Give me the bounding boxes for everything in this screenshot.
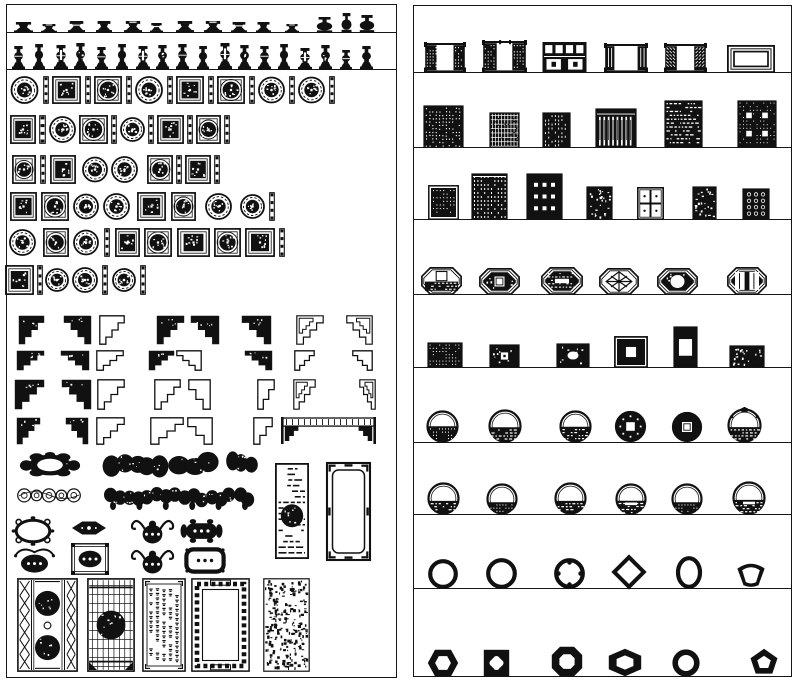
window-elevation-block: [727, 45, 775, 73]
geometric-window-block: [427, 649, 459, 677]
medallion-block: [73, 192, 99, 221]
medallion-block: [73, 228, 99, 257]
lattice-window-block: [664, 100, 703, 148]
cartouche-block: [130, 515, 175, 546]
medallion-block: [245, 228, 275, 257]
medallion-block: [94, 76, 122, 104]
medallion-block: [196, 115, 221, 144]
stone-plinth-block: [41, 24, 57, 33]
medallion-block: [157, 115, 184, 144]
medallion-block: [82, 155, 108, 184]
lattice-window-block: [586, 186, 613, 220]
corner-bracket-block: [156, 315, 185, 345]
medallion-block: [112, 265, 136, 295]
medallion-block: [137, 192, 166, 221]
medallion-block: [217, 76, 245, 104]
square-window-block: [729, 345, 765, 368]
cartouche-block: [12, 516, 54, 546]
cartouche-block: [72, 521, 106, 535]
round-window-block: [671, 483, 703, 515]
medallion-block: [176, 155, 182, 184]
medallion-block: [39, 115, 46, 144]
carved-door-panel-block: [87, 578, 135, 672]
medallion-block: [43, 76, 49, 104]
corner-bracket-block: [96, 350, 124, 371]
stone-plinth-block: [68, 21, 85, 33]
column-base-block: [156, 45, 169, 70]
corner-bracket-block: [61, 379, 92, 410]
stone-plinth-block: [150, 23, 163, 33]
stone-plinth-block: [14, 22, 33, 33]
round-window-block: [727, 408, 762, 443]
corner-bracket-block: [296, 315, 324, 345]
stone-plinth-block: [256, 22, 271, 33]
round-window-block: [732, 481, 766, 515]
medallion-block: [111, 155, 138, 184]
medallion-block: [43, 228, 69, 257]
corner-bracket-block: [96, 417, 125, 445]
cartouche-block: [130, 545, 175, 576]
medallion-block: [187, 115, 193, 144]
corner-bracket-block: [99, 315, 125, 345]
stone-plinth-block: [204, 21, 222, 33]
medallion-block: [104, 228, 110, 257]
lattice-window-block: [423, 105, 464, 148]
medallion-block: [111, 115, 117, 144]
ring-ornament-block: [734, 561, 768, 588]
corner-bracket-block: [294, 350, 315, 371]
column-base-block: [340, 50, 352, 70]
medallion-block: [50, 155, 76, 184]
column-base-block: [298, 48, 312, 70]
round-window-block: [671, 411, 703, 443]
scroll-ornament-block: [172, 452, 217, 476]
carved-door-panel-block: [263, 578, 310, 672]
medallion-block: [289, 76, 295, 104]
square-window-block: [427, 342, 463, 368]
medallion-block: [5, 265, 34, 295]
medallion-block: [177, 228, 210, 257]
medallion-block: [79, 115, 108, 144]
medallion-block: [240, 192, 265, 221]
round-window-block: [427, 482, 460, 515]
medallion-block: [140, 265, 146, 295]
corner-bracket-block: [97, 379, 125, 410]
medallion-block: [12, 155, 36, 184]
medallion-block: [115, 228, 140, 257]
window-elevation-block: [664, 43, 707, 73]
column-base-block: [258, 46, 271, 70]
lattice-window-block: [428, 185, 459, 220]
corner-bracket-block: [148, 350, 175, 371]
geometric-window-block: [672, 649, 700, 677]
square-window-block: [614, 336, 648, 368]
medallion-block: [40, 155, 46, 184]
left-sheet-shelf-line: [6, 32, 397, 33]
corner-bracket-block: [16, 350, 45, 371]
round-window-block: [615, 483, 647, 515]
cartouche-block: [184, 547, 226, 574]
corner-bracket-block: [281, 417, 376, 444]
stone-plinth-block: [341, 13, 352, 33]
medallion-block: [298, 76, 325, 104]
lattice-window-block: [742, 188, 770, 220]
medallion-block: [279, 228, 285, 257]
corner-bracket-block: [14, 379, 45, 410]
round-window-block: [426, 410, 459, 443]
column-base-block: [136, 46, 150, 70]
lattice-window-block: [595, 108, 637, 148]
stone-plinth-block: [96, 21, 112, 33]
medallion-block: [41, 192, 69, 221]
medallion-block: [9, 228, 36, 257]
stone-plinth-block: [176, 21, 194, 33]
corner-bracket-block: [188, 379, 211, 410]
octagonal-window-block: [479, 268, 520, 295]
medallion-block: [102, 265, 108, 295]
column-base-block: [74, 43, 87, 70]
medallion-block: [144, 228, 172, 257]
stone-plinth-block: [359, 15, 375, 33]
lattice-panel-block: [326, 462, 371, 561]
corner-bracket-block: [187, 417, 213, 445]
corner-bracket-block: [16, 417, 41, 445]
octagonal-window-block: [541, 267, 583, 295]
geometric-window-block: [551, 646, 583, 677]
medallion-block: [269, 192, 275, 221]
medallion-block: [52, 76, 81, 104]
round-window-block: [554, 482, 587, 515]
medallion-block: [37, 265, 43, 295]
geometric-window-block: [483, 649, 510, 677]
scroll-ornament-block: [105, 487, 253, 511]
corner-bracket-block: [60, 350, 90, 371]
medallion-block: [72, 265, 98, 295]
corner-bracket-block: [346, 315, 373, 345]
medallion-block: [135, 76, 163, 104]
ring-ornament-block: [555, 559, 584, 588]
column-base-block: [218, 43, 232, 70]
medallion-block: [147, 155, 173, 184]
medallion-block: [224, 115, 230, 144]
ring-ornament-block: [676, 557, 702, 588]
medallion-block: [214, 228, 241, 257]
medallion-block: [249, 76, 255, 104]
geometric-window-block: [608, 648, 642, 677]
column-base-block: [319, 45, 332, 70]
octagonal-window-block: [421, 267, 462, 295]
scroll-ornament-block: [18, 486, 80, 504]
scroll-ornament-block: [18, 452, 82, 478]
corner-bracket-block: [190, 315, 220, 345]
medallion-block: [176, 76, 204, 104]
scroll-ornament-block: [227, 452, 254, 474]
column-base-block: [33, 44, 45, 70]
carved-door-panel-block: [17, 578, 78, 672]
lattice-panel-block: [275, 463, 309, 559]
corner-bracket-block: [244, 350, 273, 371]
stone-plinth-block: [231, 22, 247, 33]
medallion-block: [148, 115, 154, 144]
window-elevation-block: [604, 43, 648, 73]
octagonal-window-block: [657, 268, 698, 295]
medallion-block: [103, 192, 130, 221]
medallion-block: [185, 155, 211, 184]
corner-bracket-block: [352, 350, 373, 371]
lattice-window-block: [637, 187, 664, 220]
round-window-block: [486, 483, 518, 515]
lattice-window-block: [542, 112, 571, 148]
window-elevation-block: [542, 42, 587, 73]
ring-ornament-block: [429, 560, 457, 588]
corner-bracket-block: [359, 379, 376, 410]
corner-bracket-block: [253, 417, 273, 445]
medallion-block: [10, 192, 37, 221]
carved-door-panel-block: [191, 578, 250, 672]
medallion-block: [126, 76, 132, 104]
stone-plinth-block: [285, 24, 299, 33]
medallion-block: [10, 76, 39, 104]
column-base-block: [238, 45, 251, 70]
round-window-block: [559, 410, 592, 443]
cartouche-block: [71, 543, 109, 575]
lattice-window-block: [489, 112, 520, 148]
scroll-ornament-block: [105, 451, 167, 476]
geometric-window-block: [749, 648, 779, 677]
ring-ornament-block: [487, 559, 516, 588]
medallion-block: [214, 155, 220, 184]
column-base-block: [54, 45, 68, 70]
corner-bracket-block: [63, 315, 92, 345]
lattice-window-block: [692, 186, 717, 220]
cartouche-block: [180, 517, 223, 545]
column-base-block: [12, 46, 25, 70]
column-base-block: [95, 47, 108, 70]
medallion-block: [167, 76, 173, 104]
medallion-block: [208, 76, 214, 104]
round-window-block: [488, 409, 522, 443]
column-base-block: [176, 44, 189, 70]
corner-bracket-block: [154, 379, 181, 410]
square-window-block: [673, 326, 698, 368]
octagonal-window-block: [599, 268, 639, 295]
carved-door-panel-block: [142, 578, 186, 672]
medallion-block: [49, 115, 76, 144]
medallion-block: [120, 115, 145, 144]
column-base-block: [360, 46, 373, 70]
octagonal-window-block: [727, 267, 767, 295]
medallion-block: [205, 192, 232, 221]
medallion-block: [329, 76, 335, 104]
ring-ornament-block: [613, 556, 645, 588]
corner-bracket-block: [241, 315, 272, 345]
column-base-block: [116, 44, 128, 70]
square-window-block: [556, 343, 590, 368]
right-sheet-shelf-line: [413, 588, 792, 589]
round-window-block: [614, 410, 647, 443]
medallion-block: [171, 192, 196, 221]
stone-plinth-block: [124, 21, 142, 33]
stone-plinth-block: [316, 17, 333, 33]
medallion-block: [85, 76, 91, 104]
corner-bracket-block: [257, 379, 275, 410]
corner-bracket-block: [150, 417, 184, 445]
medallion-block: [45, 265, 69, 295]
corner-bracket-block: [65, 417, 89, 445]
window-elevation-block: [424, 42, 466, 73]
lattice-window-block: [737, 100, 777, 148]
column-base-block: [197, 46, 209, 70]
medallion-block: [258, 76, 285, 104]
corner-bracket-block: [293, 379, 316, 410]
column-base-block: [278, 44, 290, 70]
lattice-window-block: [526, 173, 563, 220]
medallion-block: [10, 115, 36, 144]
window-elevation-block: [482, 40, 527, 73]
corner-bracket-block: [176, 350, 202, 371]
square-window-block: [489, 344, 520, 368]
cartouche-block: [12, 545, 57, 575]
corner-bracket-block: [18, 315, 45, 345]
lattice-window-block: [471, 173, 508, 220]
